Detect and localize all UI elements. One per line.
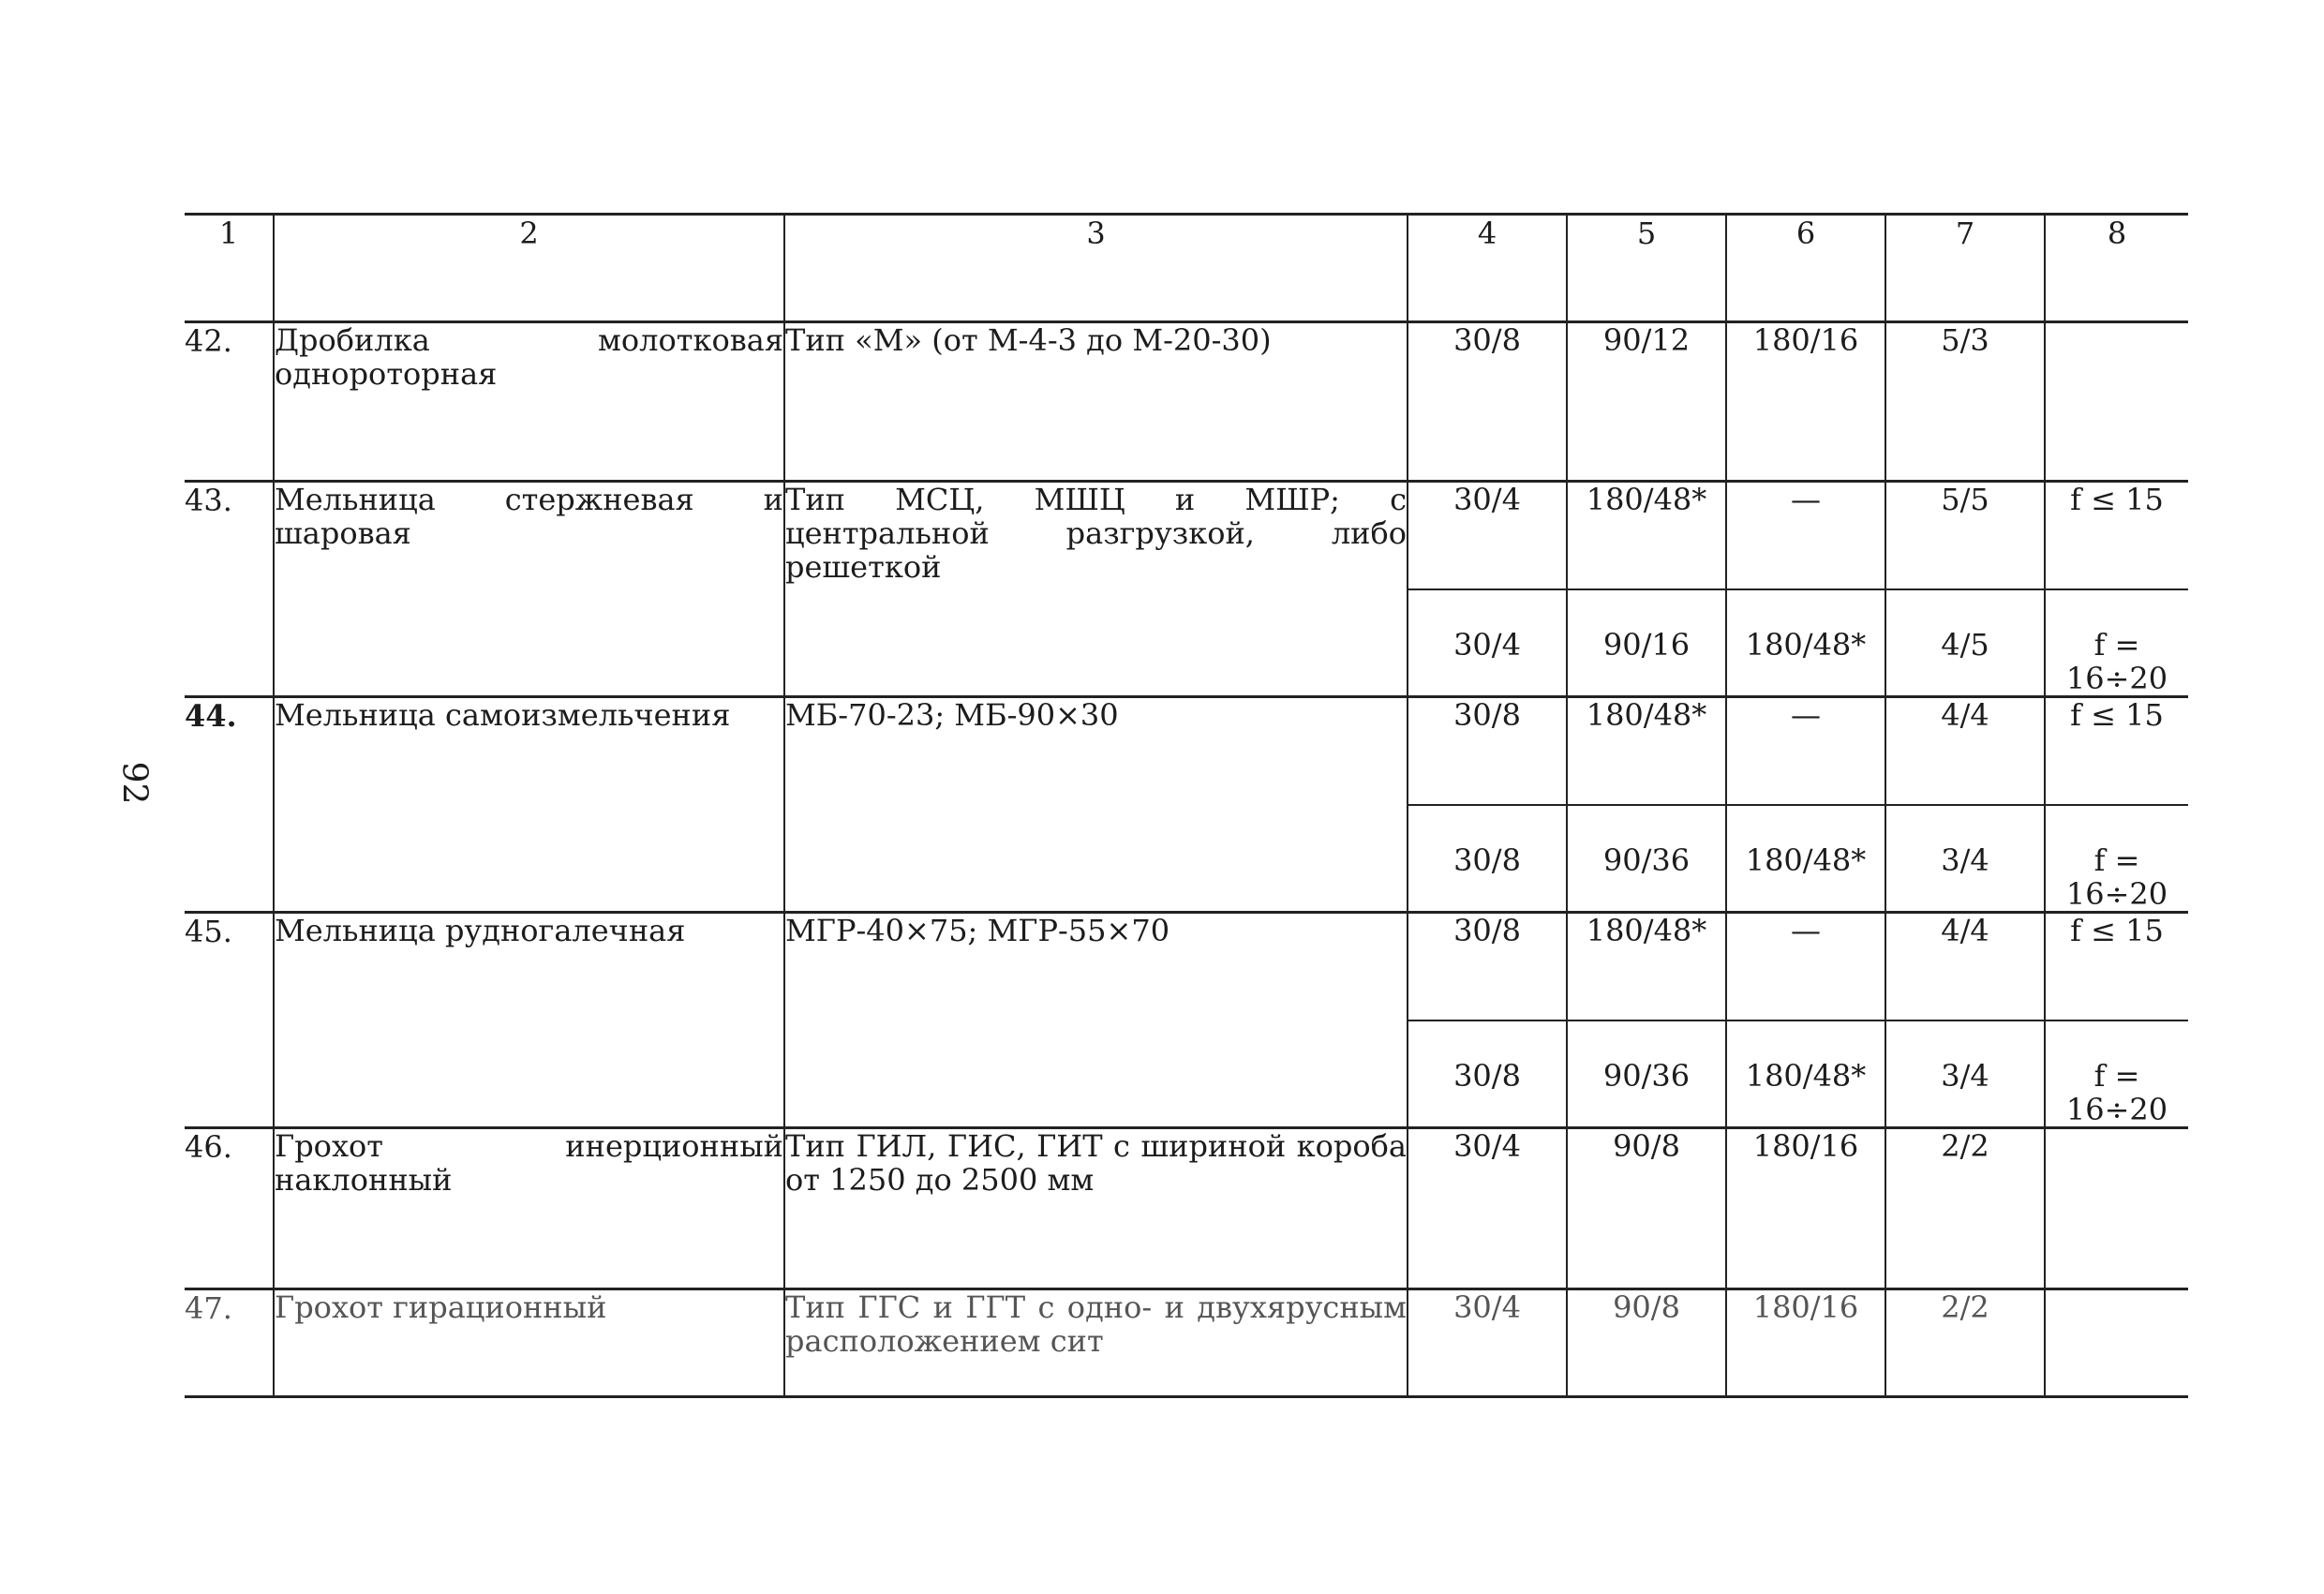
- value-cell: 30/4: [1408, 482, 1567, 589]
- value-cell: 30/4: [1408, 1289, 1567, 1397]
- table-row: [185, 322, 2188, 482]
- equipment-type: Тип ГГС и ГГТ с одно- и двухярусным расположением сит: [784, 1289, 1408, 1397]
- column-header: 8: [2045, 215, 2188, 322]
- value-cell: 180/48*: [1726, 589, 1885, 697]
- value-cell: —: [1726, 697, 1885, 805]
- equipment-name: Грохот гирационный: [274, 1289, 784, 1397]
- value-cell: f ≤ 15: [2045, 697, 2188, 805]
- column-header: 5: [1567, 215, 1726, 322]
- value-cell: 180/48*: [1567, 482, 1726, 589]
- equipment-type: Тип «М» (от М-4-3 до М-20-30): [784, 322, 1408, 482]
- value-cell: 180/48*: [1567, 697, 1726, 805]
- equipment-name: Дробилка молотковая однороторная: [274, 322, 784, 482]
- column-header: 4: [1408, 215, 1567, 322]
- value-cell: 5/3: [1885, 322, 2045, 482]
- value-cell: 4/4: [1885, 697, 2045, 805]
- value-cell: 180/16: [1726, 322, 1885, 482]
- column-header: 3: [784, 215, 1408, 322]
- value-cell: 30/4: [1408, 1128, 1567, 1289]
- column-header: 2: [274, 215, 784, 322]
- equipment-table: [185, 213, 2188, 1398]
- value-cell: 180/48*: [1726, 1020, 1885, 1128]
- value-cell: [2045, 1128, 2188, 1289]
- equipment-type: Тип МСЦ, МШЦ и МШР; с центральной разгрузкой, либо решеткой: [784, 482, 1408, 697]
- table-row: [185, 1289, 2188, 1397]
- table-row: [185, 913, 2188, 1020]
- column-header: 6: [1726, 215, 1885, 322]
- value-cell: [2045, 1289, 2188, 1397]
- column-header: 1: [185, 215, 274, 322]
- value-cell: 90/12: [1567, 322, 1726, 482]
- value-cell: 180/48*: [1726, 805, 1885, 913]
- page-number: 92: [114, 761, 154, 805]
- value-cell: 3/4: [1885, 805, 2045, 913]
- value-cell: —: [1726, 913, 1885, 1020]
- value-cell: 30/8: [1408, 697, 1567, 805]
- value-cell: —: [1726, 482, 1885, 589]
- column-header: 7: [1885, 215, 2045, 322]
- row-index: 45.: [185, 913, 274, 1128]
- row-index: 47.: [185, 1289, 274, 1397]
- equipment-name: Мельница рудногалечная: [274, 913, 784, 1128]
- value-cell: 4/5: [1885, 589, 2045, 697]
- value-cell: f = 16÷20: [2045, 1020, 2188, 1128]
- value-cell: 30/8: [1408, 913, 1567, 1020]
- value-cell: 30/8: [1408, 805, 1567, 913]
- value-cell: 4/4: [1885, 913, 2045, 1020]
- value-cell: 30/8: [1408, 1020, 1567, 1128]
- value-cell: 180/16: [1726, 1128, 1885, 1289]
- value-cell: 180/16: [1726, 1289, 1885, 1397]
- value-cell: [2045, 322, 2188, 482]
- equipment-type: МГР-40×75; МГР-55×70: [784, 913, 1408, 1128]
- value-cell: 90/36: [1567, 1020, 1726, 1128]
- value-cell: 90/36: [1567, 805, 1726, 913]
- equipment-type: Тип ГИЛ, ГИС, ГИТ с шириной короба от 1250 до 2500 мм: [784, 1128, 1408, 1289]
- value-cell: 90/8: [1567, 1289, 1726, 1397]
- equipment-name: Мельница стержневая и шаровая: [274, 482, 784, 697]
- value-cell: 90/16: [1567, 589, 1726, 697]
- row-index: 42.: [185, 322, 274, 482]
- value-cell: f = 16÷20: [2045, 589, 2188, 697]
- value-cell: f ≤ 15: [2045, 913, 2188, 1020]
- value-cell: 2/2: [1885, 1289, 2045, 1397]
- equipment-name: Мельница самоизмельчения: [274, 697, 784, 913]
- value-cell: f = 16÷20: [2045, 805, 2188, 913]
- value-cell: 30/4: [1408, 589, 1567, 697]
- value-cell: 90/8: [1567, 1128, 1726, 1289]
- equipment-name: Грохот инерционный наклонный: [274, 1128, 784, 1289]
- table-row: [185, 697, 2188, 805]
- value-cell: 180/48*: [1567, 913, 1726, 1020]
- value-cell: 30/8: [1408, 322, 1567, 482]
- row-index: 44.: [185, 697, 274, 913]
- value-cell: 3/4: [1885, 1020, 2045, 1128]
- table-row: [185, 1128, 2188, 1289]
- equipment-type: МБ-70-23; МБ-90×30: [784, 697, 1408, 913]
- row-index: 43.: [185, 482, 274, 697]
- table-row: [185, 482, 2188, 589]
- value-cell: 5/5: [1885, 482, 2045, 589]
- value-cell: f ≤ 15: [2045, 482, 2188, 589]
- row-index: 46.: [185, 1128, 274, 1289]
- header-row: [185, 215, 2188, 322]
- value-cell: 2/2: [1885, 1128, 2045, 1289]
